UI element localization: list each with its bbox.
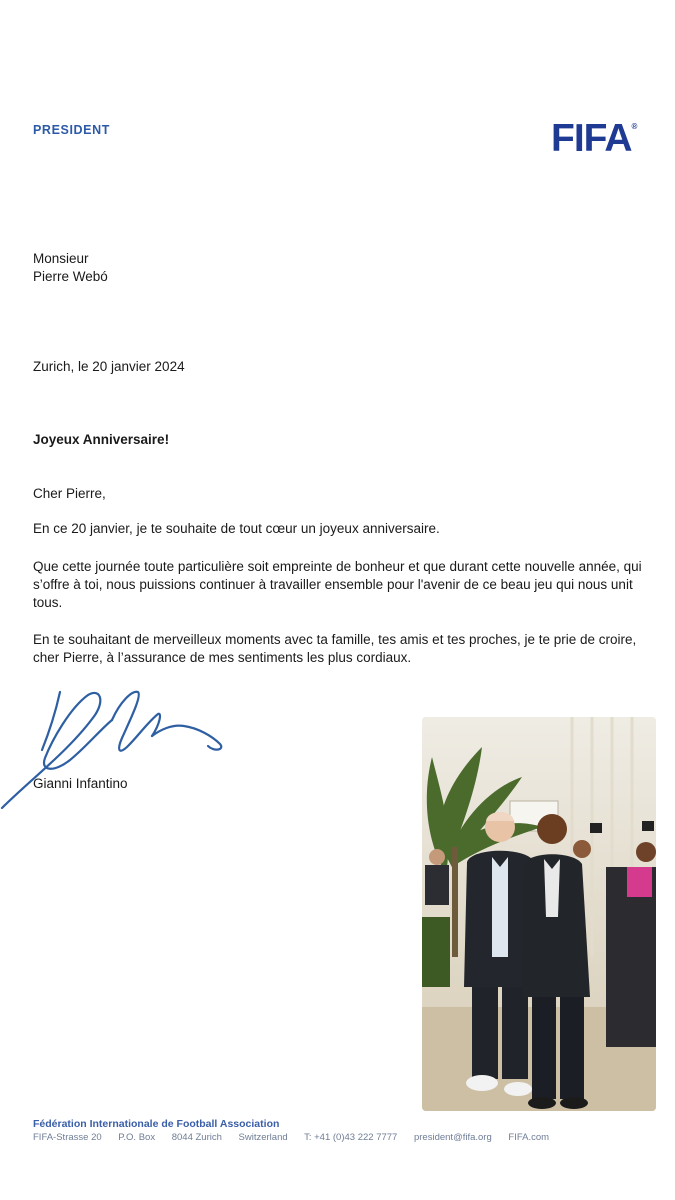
- footer-contact: [33, 1132, 563, 1143]
- letter-date: Zurich, le 20 janvier 2024: [33, 359, 185, 374]
- footer-city: 8044 Zurich: [171, 1132, 222, 1143]
- fifa-logo: [551, 119, 637, 158]
- footer-website[interactable]: FIFA.com: [508, 1132, 550, 1143]
- footer-country: Switzerland: [238, 1132, 288, 1143]
- logo-text: FIFA: [551, 117, 632, 160]
- footer-organization: Fédération Internationale de Football Association: [33, 1118, 280, 1130]
- signer-name: Gianni Infantino: [33, 776, 128, 791]
- footer-po-box: P.O. Box: [118, 1132, 156, 1143]
- body-paragraph: Que cette journée toute particulière soit empreinte de bonheur et que durant cette nouvelle année, qui s’offre à toi, nous puissions continuer à travailler ensemble pour l'avenir de ce beau jeu qui nous unit tous.: [33, 559, 642, 610]
- recipient-name: Pierre Webó: [33, 269, 108, 284]
- footer-email[interactable]: president@fifa.org: [413, 1132, 492, 1143]
- letterhead-title: PRESIDENT: [33, 123, 110, 137]
- footer-phone: T: +41 (0)43 222 7777: [304, 1132, 398, 1143]
- recipient-address: [33, 250, 108, 286]
- letter-subject: Joyeux Anniversaire!: [33, 432, 170, 447]
- registered-mark: ®: [631, 122, 638, 131]
- footer-street: FIFA-Strasse 20: [33, 1132, 102, 1143]
- body-paragraph: En te souhaitant de merveilleux moments avec ta famille, tes amis et tes proches, je te prie de croire, cher Pierre, à l’assurance de mes sentiments les plus cordiaux.: [33, 632, 637, 665]
- handwritten-signature: [0, 680, 240, 815]
- event-photo: [422, 717, 656, 1111]
- photo-illustration: [422, 717, 656, 1111]
- greeting: Cher Pierre,: [33, 486, 106, 501]
- recipient-salutation: Monsieur: [33, 251, 89, 266]
- body-paragraph: En ce 20 janvier, je te souhaite de tout cœur un joyeux anniversaire.: [33, 521, 440, 536]
